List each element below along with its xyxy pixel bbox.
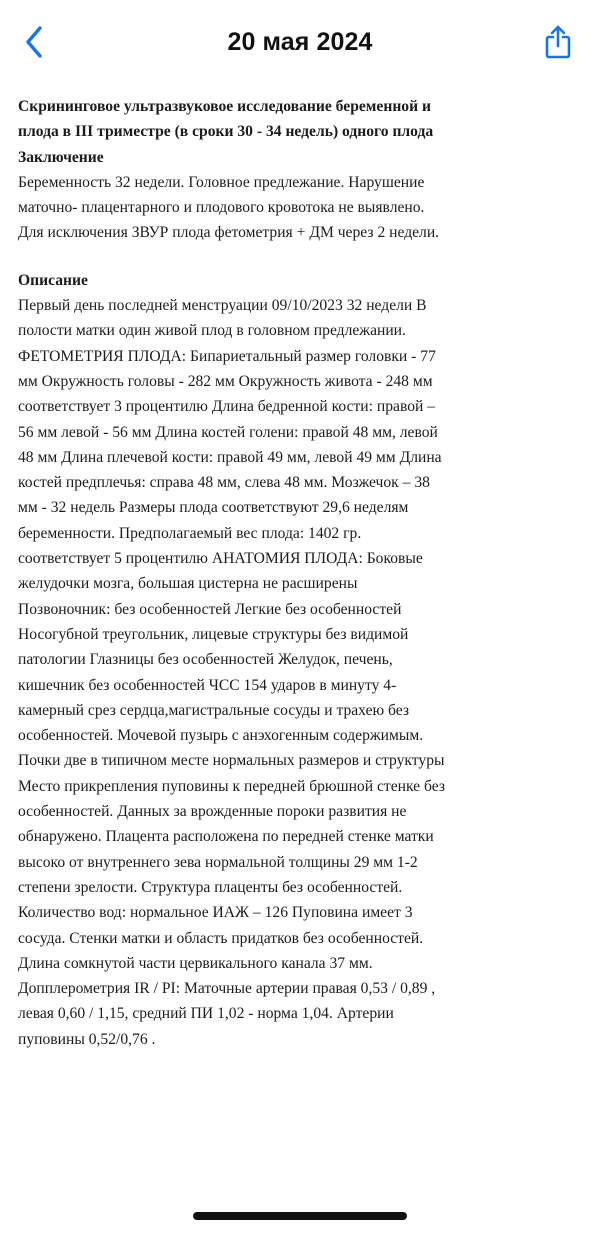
description-text: Первый день последней менструации 09/10/2023 32 недели В полости матки один живой плод в головном предлежании. ФЕТОМЕТРИЯ ПЛОДА: Бипариетальный размер головки - 77 мм Окружность головы - 282 мм Окружность живота - 248 мм соответствует 3 процентилю Длина бедренной кости: правой – 56 мм левой - 56 мм Длина костей голени: правой 48 мм, левой 48 мм Длина плечевой кости: правой 49 мм, левой 49 мм Длина костей предплечья: справа 48 мм, слева 48 мм. Мозжечок – 38 мм - 32 недель Размеры плода соответствуют 29,6 неделям беременности. Предполагаемый вес плода: 1402 гр. соответствует 5 процентилю АНАТОМИЯ ПЛОДА: Боковые желудочки мозга, большая цистерна не расширены Позвоночник: без особенностей Легкие без особенностей Носогубной треугольник, лицевые структуры без видимой патологии Глазницы без особенностей Желудок, печень, кишечник без особенностей ЧСС 154 ударов в минуту 4-камерный срез сердца,магистральные сосуды и трахею без особенностей. Мочевой пузырь с анэхогенным содержимым. Почки две в типичном месте нормальных размеров и структуры Место прикрепления пуповины к передней брюшной стенке без особенностей. Данных за врожденные пороки развития не обнаружено. Плацента расположена по передней стенке матки высоко от внутреннего зева нормальной толщины 29 мм 1-2 степени зрелости. Структура плаценты без особенностей. Количество вод: нормальное ИАЖ – 126 Пуповина имеет 3 сосуда. Стенки матки и область придатков без особенностей. Длина сомкнутой части цервикального канала 37 мм. Допплерометрия IR / PI: Маточные артерии правая 0,53 / 0,89 , левая 0,60 / 1,15, средний ПИ 1,02 - норма 1,04. Артерии пуповины 0,52/0,76 . [18,297,445,1048]
share-button[interactable] [538,22,578,62]
page-title: 20 мая 2024 [227,28,373,56]
conclusion-label: Заключение [18,148,104,166]
home-indicator[interactable] [193,1212,407,1220]
section-spacer [18,246,450,268]
description-label: Описание [18,271,88,289]
conclusion-text: Беременность 32 недели. Головное предлежание. Нарушение маточно- плацентарного и плодового кровотока не выявлено. Для исключения ЗВУР плода фетометрия + ДМ через 2 недели. [18,173,440,242]
report-content [18,94,450,1052]
report-heading: Скрининговое ультразвуковое исследование беременной и плода в III триместре (в сроки 30 - 34 недель) одного плода [18,98,434,141]
share-icon [543,24,573,60]
navigation-bar [0,0,600,88]
